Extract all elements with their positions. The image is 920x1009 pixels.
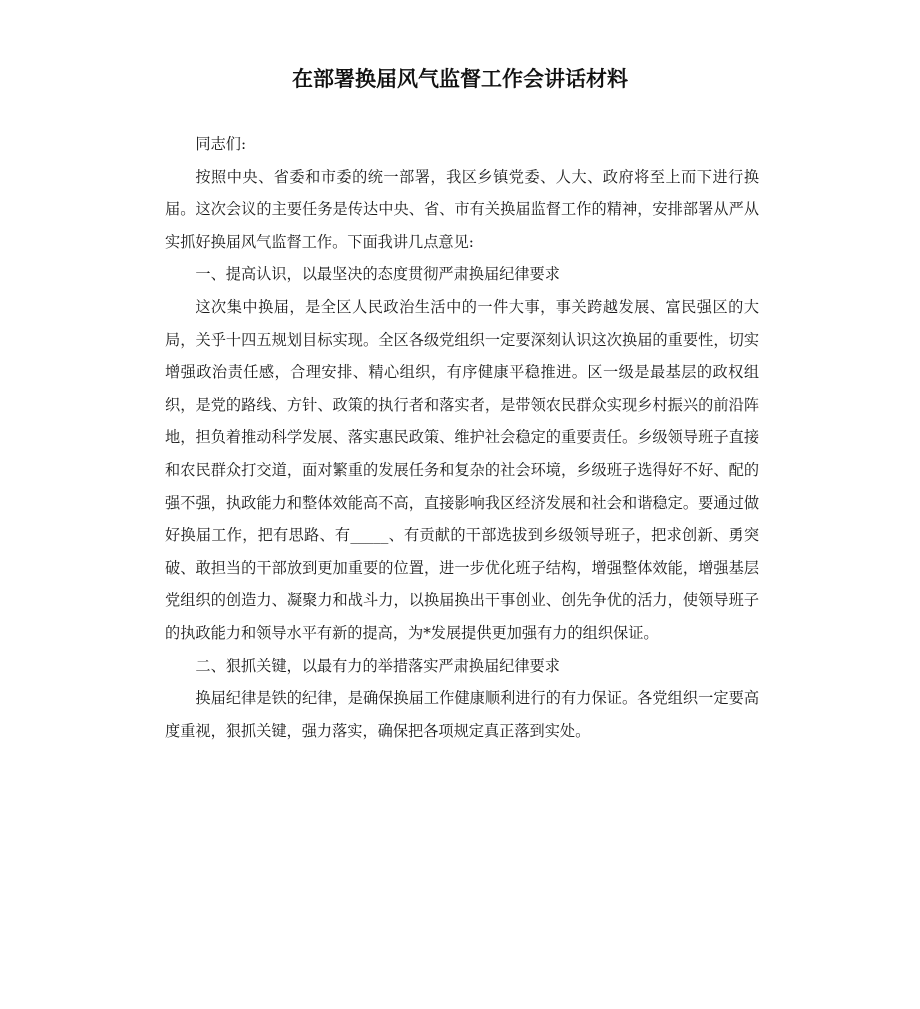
section-1-paragraph: 这次集中换届，是全区人民政治生活中的一件大事，事关跨越发展、富民强区的大局，关乎十四五规划目标实现。全区各级党组织一定要深刻认识这次换届的重要性，切实增强政治责任感，合理安排、精心组织，有序健康平稳推进。区一级是最基层的政权组织，是党的路线、方针、政策的执行者和落实者，是带领农民群众实现乡村振兴的前沿阵地，担负着推动科学发展、落实惠民政策、维护社会稳定的重要责任。乡级领导班子直接和农民群众打交道，面对繁重的发展任务和复杂的社会环境，乡级班子选得好不好、配的强不强，执政能力和整体效能高不高，直接影响我区经济发展和社会和谐稳定。要通过做好换届工作，把有思路、有_____、有贡献的干部选拔到乡级领导班子，把求创新、勇突破、敢担当的干部放到更加重要的位置，进一步优化班子结构，增强整体效能，增强基层党组织的创造力、凝聚力和战斗力，以换届换出干事创业、创先争优的活力，使领导班子的执政能力和领导水平有新的提高，为*发展提供更加强有力的组织保证。 (165, 297, 759, 642)
section-2-paragraph: 换届纪律是铁的纪律，是确保换届工作健康顺利进行的有力保证。各党组织一定要高度重视，狠抓关键，强力落实，确保把各项规定真正落到实处。 (165, 689, 759, 740)
salutation-paragraph: 同志们: (195, 135, 247, 153)
document-title: 在部署换届风气监督工作会讲话材料 (292, 67, 628, 91)
section-heading-1: 一、提高认识，以最坚决的态度贯彻严肃换届纪律要求 (195, 265, 560, 284)
intro-paragraph: 按照中央、省委和市委的统一部署，我区乡镇党委、人大、政府将至上而下进行换届。这次会议的主要任务是传达中央、省、市有关换届监督工作的精神，安排部署从严从实抓好换届风气监督工作。下面我讲几点意见: (165, 167, 759, 251)
section-heading-2: 二、狠抓关键，以最有力的举措落实严肃换届纪律要求 (195, 656, 560, 675)
document-body (165, 128, 759, 747)
